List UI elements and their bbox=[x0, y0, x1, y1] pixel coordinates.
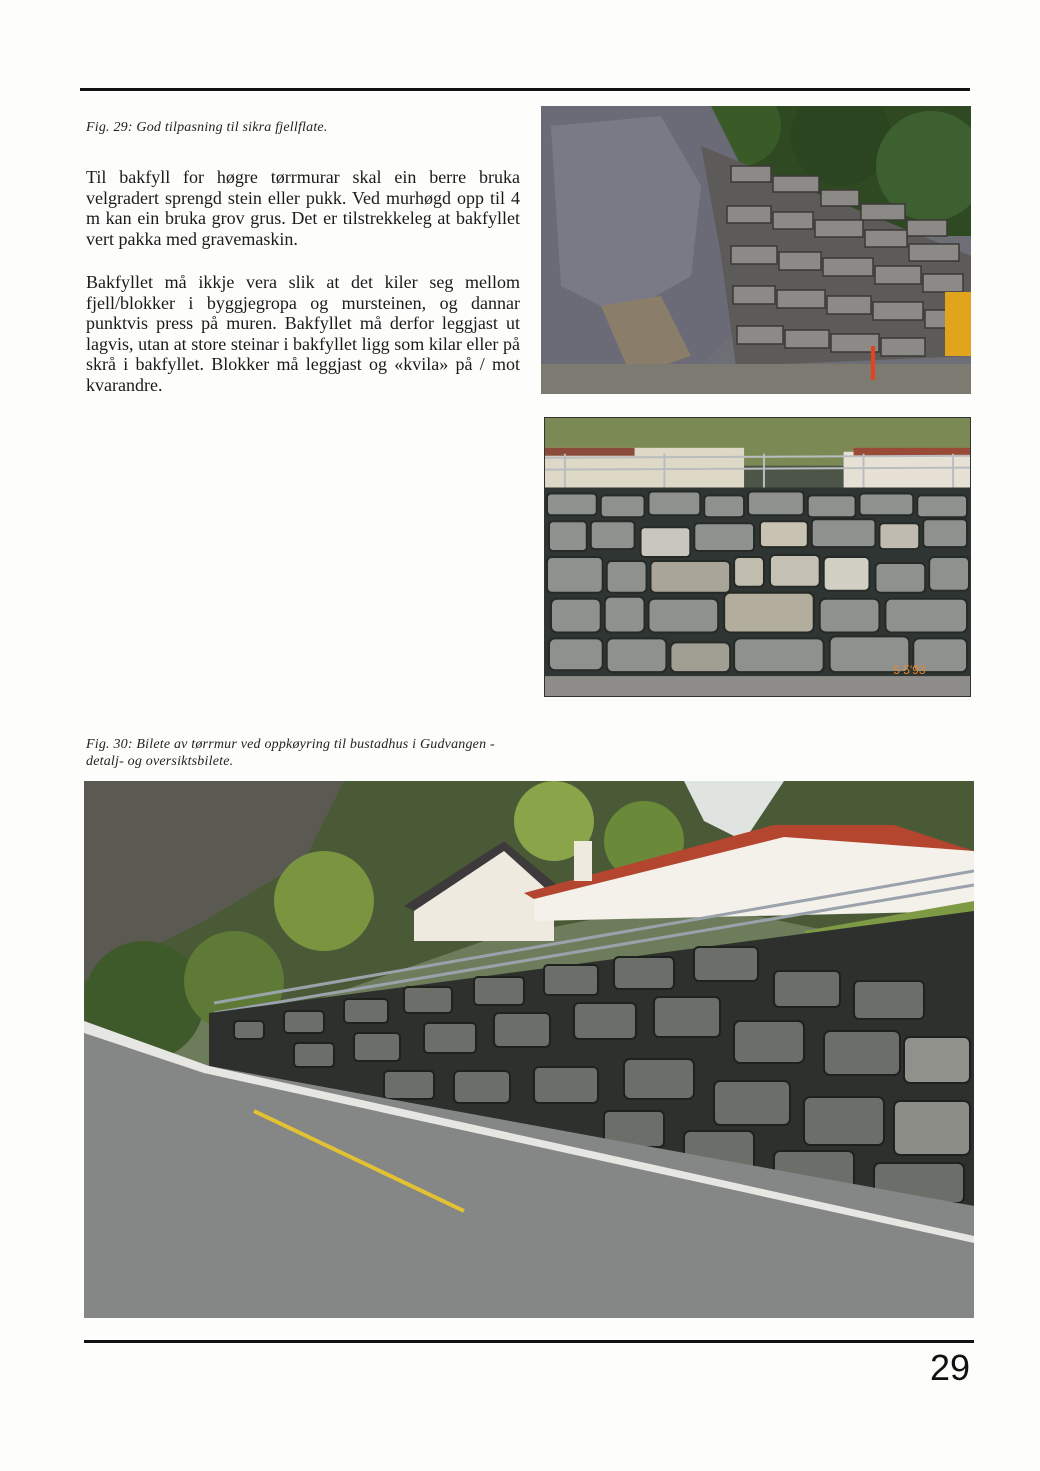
body-paragraph-2: Bakfyllet må ikkje vera slik at det kiler seg mellom fjell/blokker i byggjegropa og mursteinen, og dannar punktvis press på muren. Bakfyllet må derfor leggjast ut lagvis, utan at store steinar i bakfyllet ligg som kilar eller på skrå i bakfyllet. Blokker må leggjast og «kvila» på / mot kvarandre. bbox=[86, 272, 520, 395]
body-paragraph-1: Til bakfyll for høgre tørrmurar skal ein berre bruka velgradert sprengd stein eller pukk. Ved murhøgd opp til 4 m kan ein bruka grov grus. Det er tilstrekkeleg at bakfyllet vert pakka med gravemaskin. bbox=[86, 167, 520, 249]
photo-date-stamp: 5 5'93 bbox=[893, 663, 926, 678]
figure-30-caption: Fig. 30: Bilete av tørrmur ved oppkøyring til bustadhus i Gudvangen - detalj- og oversiktsbilete. bbox=[86, 737, 495, 769]
figure-29-photo bbox=[541, 106, 971, 394]
bottom-rule bbox=[84, 1340, 974, 1343]
figure-30-detail-photo bbox=[544, 417, 971, 697]
figure-30-overview-photo bbox=[84, 781, 974, 1318]
page-number: 29 bbox=[929, 1347, 970, 1388]
figure-29-caption: Fig. 29: God tilpasning til sikra fjellflate. bbox=[86, 120, 328, 135]
top-rule bbox=[80, 88, 970, 91]
